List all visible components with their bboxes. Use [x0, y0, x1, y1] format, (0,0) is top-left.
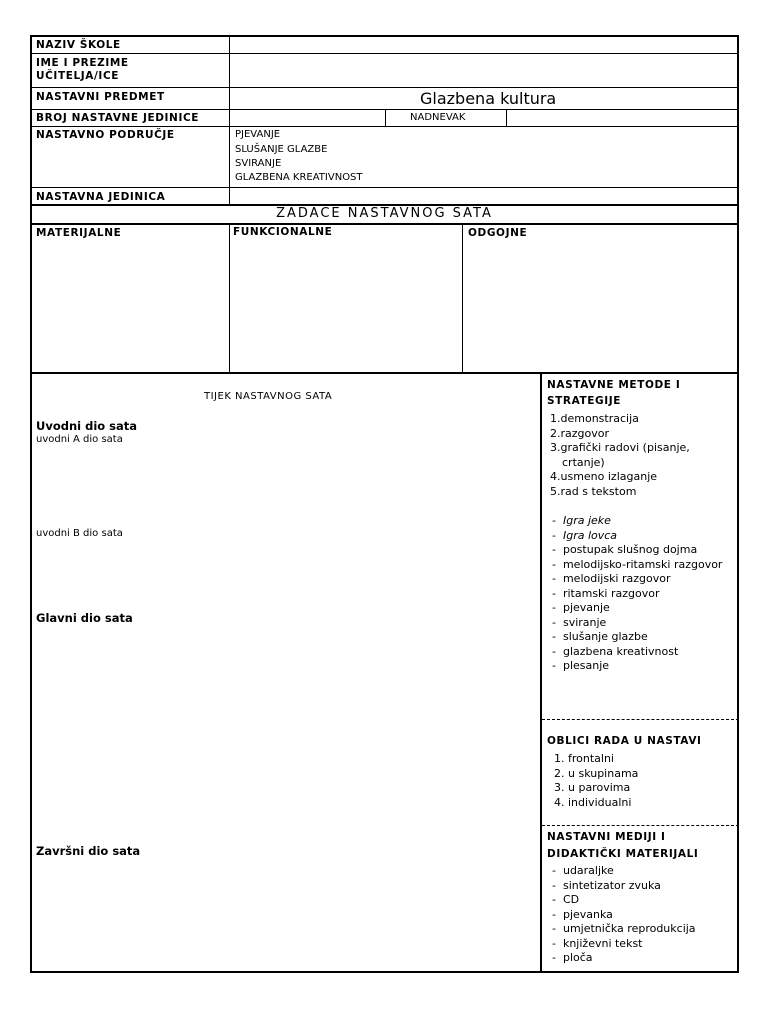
list-item: - pjevanje — [552, 601, 610, 614]
label-glavni: Glavni dio sata — [36, 611, 133, 625]
label-nastavni-predmet: NASTAVNI PREDMET — [36, 91, 165, 103]
list-item: crtanje) — [562, 455, 605, 469]
list-item: - slušanje glazbe — [552, 630, 648, 643]
list-item: - ritamski razgovor — [552, 586, 660, 600]
podrucje-item: GLAZBENA KREATIVNOST — [235, 172, 363, 183]
row-divider — [32, 223, 737, 225]
label-nastavno-podrucje: NASTAVNO PODRUČJE — [36, 129, 175, 141]
list-item: - sintetizator zvuka — [552, 878, 661, 892]
oblici-list — [554, 752, 638, 810]
label-uvodni: Uvodni dio sata — [36, 419, 138, 433]
label-mediji-1: NASTAVNI MEDIJI I — [547, 831, 666, 843]
right-column — [542, 374, 739, 972]
row-divider — [32, 187, 737, 188]
list-item: - plesanje — [552, 659, 610, 672]
list-item: 1. frontalni — [554, 752, 614, 765]
list-item: 3.grafički radovi (pisanje, — [550, 441, 690, 454]
column-divider — [462, 224, 463, 372]
list-item: 2. u skupinama — [554, 766, 639, 780]
label-nastavna-jedinica: NASTAVNA JEDINICA — [36, 191, 166, 203]
lesson-plan-form — [30, 35, 739, 973]
list-item: - melodijski razgovor — [552, 572, 671, 585]
metode-activity-list — [552, 514, 722, 674]
label-metode-2: STRATEGIJE — [547, 395, 622, 407]
list-item: 2.razgovor — [550, 426, 610, 440]
label-mediji-2: DIDAKTIČKI MATERIJALI — [547, 848, 699, 860]
label-metode-1: NASTAVNE METODE I — [547, 379, 681, 391]
list-item: - Igra lovca — [552, 528, 618, 542]
mediji-list — [552, 864, 696, 966]
label-naziv-skole: NAZIV ŠKOLE — [36, 39, 121, 51]
column-divider — [506, 109, 507, 126]
label-zavrsni: Završni dio sata — [36, 844, 141, 858]
label-funkcionalne: FUNKCIONALNE — [233, 226, 333, 238]
list-item: - Igra jeke — [552, 514, 611, 527]
list-item: 5.rad s tekstom — [550, 484, 637, 498]
column-divider — [385, 109, 386, 126]
column-divider — [229, 224, 230, 372]
label-materijalne: MATERIJALNE — [36, 227, 122, 239]
list-item: - pjevanka — [552, 907, 613, 921]
list-item: - ploča — [552, 951, 593, 964]
label-uvodni-a: uvodni A dio sata — [36, 434, 123, 445]
list-item: 4.usmeno izlaganje — [550, 470, 658, 483]
row-divider — [32, 87, 737, 88]
list-item: - CD — [552, 893, 580, 906]
podrucje-item: SLUŠANJE GLAZBE — [235, 144, 328, 155]
podrucje-item: PJEVANJE — [235, 129, 281, 140]
podrucje-item: SVIRANJE — [235, 158, 282, 169]
list-item: 3. u parovima — [554, 781, 631, 794]
column-divider — [229, 37, 230, 205]
list-item: - glazbena kreativnost — [552, 644, 679, 658]
row-divider — [32, 53, 737, 54]
label-ime-prezime: IME I PREZIME — [36, 57, 129, 69]
list-item: - postupak slušnog dojma — [552, 543, 698, 556]
section-title-zadace: ZADAĆE NASTAVNOG SATA — [276, 206, 493, 221]
list-item: - udaraljke — [552, 864, 614, 877]
list-item: - književni tekst — [552, 936, 643, 950]
label-uvodni-b: uvodni B dio sata — [36, 528, 123, 539]
label-oblici: OBLICI RADA U NASTAVI — [547, 735, 702, 747]
subject-value: Glazbena kultura — [420, 89, 557, 108]
list-item: 1.demonstracija — [550, 412, 639, 425]
list-item: - sviranje — [552, 615, 607, 629]
metode-numbered-list — [550, 412, 690, 499]
list-item: - umjetnička reprodukcija — [552, 922, 696, 935]
label-broj-jedinice: BROJ NASTAVNE JEDINICE — [36, 112, 200, 124]
list-item: - melodijsko-ritamski razgovor — [552, 557, 723, 571]
section-title-tijek: TIJEK NASTAVNOG SATA — [204, 391, 333, 402]
list-item: 4. individualni — [554, 795, 632, 809]
label-nadnevak: NADNEVAK — [410, 112, 466, 123]
row-divider — [32, 126, 737, 127]
section-divider — [542, 825, 739, 826]
label-odgojne: ODGOJNE — [468, 227, 528, 239]
section-divider — [542, 719, 739, 720]
label-uciteljice: UČITELJA/ICE — [36, 70, 120, 82]
